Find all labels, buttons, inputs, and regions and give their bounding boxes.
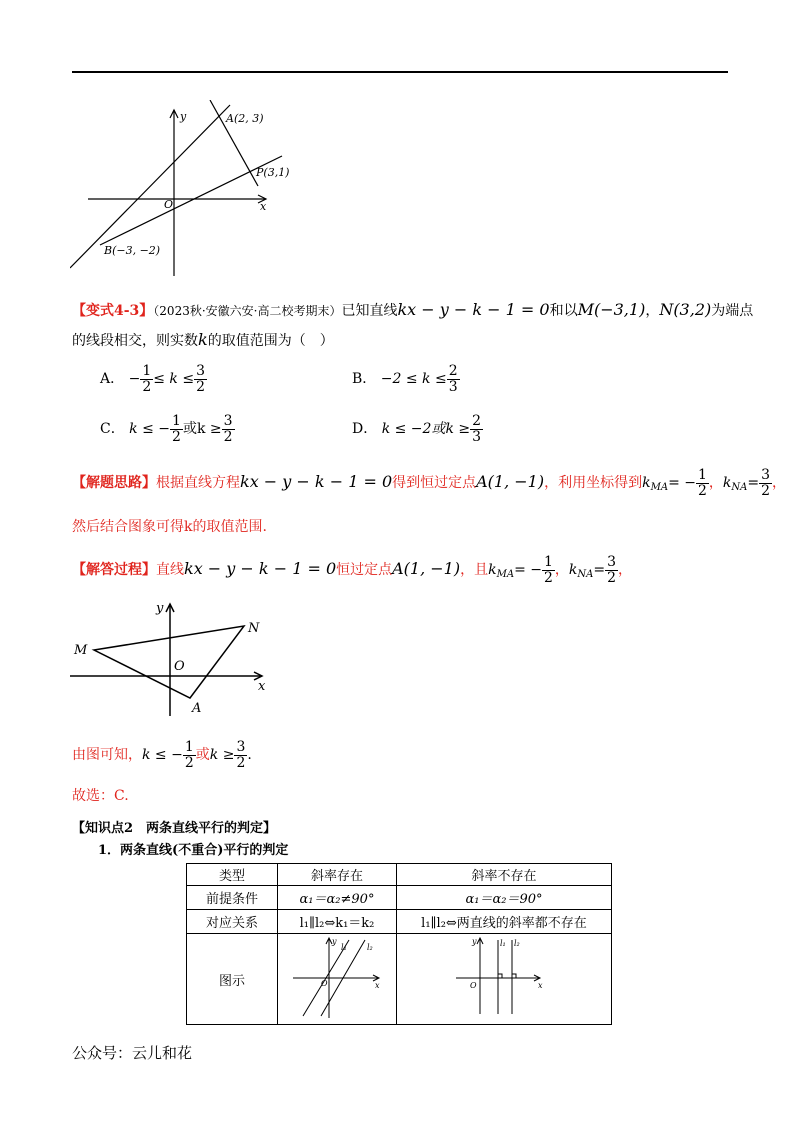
conclusion-line: 由图可知，k ≤ − $\frac{1}{2}$ 或k ≥ $\frac{3}{2}$ . [72,739,252,771]
parallel-criteria-table [186,863,612,1025]
point-p-label: P(3,1) [256,166,290,179]
option-c[interactable]: C． k ≤ − $\frac{1}{2}$ 或k ≥ $\frac{3}{2}$ [100,413,233,445]
svg-text:l₁: l₁ [341,943,347,952]
fig2-x-label: x [258,679,266,694]
header-slope-exists: 斜率存在 [278,864,397,886]
problem-text-3: 为端点 [711,303,754,319]
header-rule [72,71,728,73]
header-type: 类型 [187,864,278,886]
option-d[interactable]: D． k ≤ −2或k ≥ $\frac{2}{3}$ [352,413,482,445]
origin-label: O [164,198,174,211]
hint-line-2: 然后结合图象可得k的取值范围. [72,519,267,535]
svg-text:l₁: l₁ [500,939,506,948]
row-relation-slope: l₁∥l₂⇔k₁＝k₂ [278,910,397,934]
problem-line-1: 【变式4-3】（2023秋·安徽六安·高二校考期末）已知直线kx − y − k − 1 = 0和以M(−3,1)，N(3,2)为端点 [72,300,754,319]
svg-text:O: O [470,981,477,990]
row-premise-vertical: α₁＝α₂＝90° [397,886,612,910]
svg-text:x: x [375,981,380,990]
hint-line-1: 【解题思路】根据直线方程kx − y − k − 1 = 0得到恒过定点A(1, −1)，利用坐标得到$k_{MA}=$ − $\frac{1}{2}$ ，$k_{NA}=$ $\frac{3}{2}$ ， [72,467,787,499]
problem-line-2: 的线段相交，则实数k的取值范围为（ ） [72,330,334,349]
fig2-origin-label: O [174,659,185,674]
fig2-y-label: y [156,601,164,616]
problem-text-2: 和以 [549,303,578,319]
section-title: 【知识点2 两条直线平行的判定】 [72,821,277,836]
fig2-m-label: M [74,643,88,658]
x-axis-label: x [260,200,267,213]
problem-equation: kx − y − k − 1 = 0 [397,300,550,319]
solution-line: 【解答过程】直线kx − y − k − 1 = 0恒过定点A(1, −1)，且$k_{MA}=$ − $\frac{1}{2}$ ，$k_{NA}=$ $\frac{3}{2}$ ， [72,554,633,586]
diagram-sloped-parallel [278,934,397,1025]
svg-text:l₂: l₂ [514,939,520,948]
footer-wechat: 公众号：云儿和花 [72,1044,193,1062]
svg-text:y: y [332,937,337,946]
option-b[interactable]: B． −2 ≤ k ≤ $\frac{2}{3}$ [352,363,458,395]
fig2-n-label: N [248,621,260,636]
point-n: N(3,2) [659,300,712,319]
svg-text:y: y [472,937,477,946]
problem-tag: 【变式4-3】 [72,303,154,319]
row-premise-slope: α₁＝α₂≠90° [278,886,397,910]
problem-text-1: 已知直线 [341,303,398,319]
svg-text:O: O [321,979,328,988]
svg-text:x: x [538,981,543,990]
point-b-label: B(−3, −2) [104,244,161,257]
header-slope-undefined: 斜率不存在 [397,864,612,886]
solution-tag: 【解答过程】 [72,562,156,579]
row-diagram-label: 图示 [187,934,278,1025]
point-a-label: A(2, 3) [226,112,264,125]
y-axis-label: y [180,110,187,123]
problem-source: （2023秋·安徽六安·高二校考期末） [153,304,342,318]
diagram-vertical-parallel [397,934,612,1025]
fig2-a-label: A [192,701,202,716]
figure-line-ab-p [70,100,290,280]
subsection-title: 1．两条直线(不重合)平行的判定 [98,843,289,858]
row-relation-label: 对应关系 [187,910,278,934]
option-a[interactable]: A． − $\frac{1}{2}$ ≤ k ≤ $\frac{3}{2}$ [100,363,206,395]
answer-text: 故选：C. [72,788,129,804]
row-relation-vertical: l₁∥l₂⇔两直线的斜率都不存在 [397,910,612,934]
row-premise-label: 前提条件 [187,886,278,910]
hint-tag: 【解题思路】 [72,475,156,492]
figure-triangle-mna [70,598,280,718]
svg-text:l₂: l₂ [367,943,373,952]
point-m: M(−3,1) [577,300,646,319]
